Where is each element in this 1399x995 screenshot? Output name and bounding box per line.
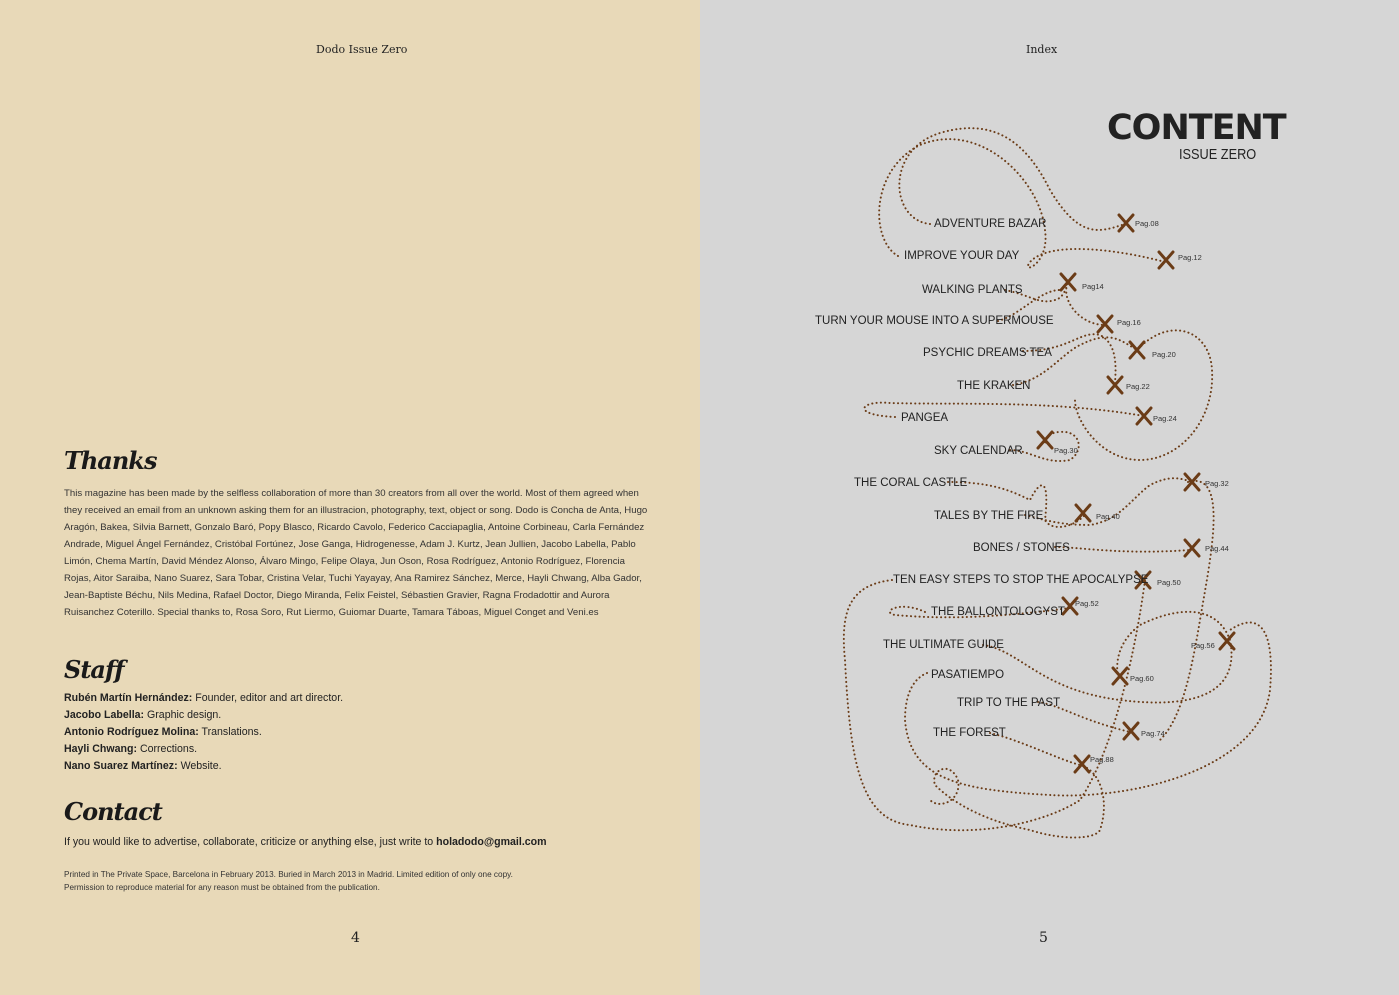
content-title: CONTENT <box>1107 108 1286 148</box>
index-entry-title[interactable]: ADVENTURE BAZAR <box>934 218 1047 230</box>
index-entry-title[interactable]: THE CORAL CASTLE <box>854 477 968 489</box>
index-entry-title[interactable]: THE BALLONTOLOGYST <box>931 606 1065 618</box>
staff-list <box>64 690 654 775</box>
page-label: Pag.74 <box>1141 729 1165 738</box>
x-mark-icon <box>1076 505 1090 521</box>
page-label: Pag.08 <box>1135 219 1159 228</box>
index-entry-title[interactable]: SKY CALENDAR <box>934 445 1023 457</box>
page-label: Pag.60 <box>1130 674 1154 683</box>
x-mark-icon <box>1185 540 1199 556</box>
page-number-right: 5 <box>1039 930 1048 946</box>
thanks-text: This magazine has been made by the selfless collaboration of more than 30 creators from all over the world. Most of them agreed when they received an email from an unknown asking them for an illustracion, photography, text, object or song. Dodo is Concha de Anta, Hugo Aragón, Bakea, Silvia Barnett, Gonzalo Baró, Popy Blasco, Ricardo Cavolo, Federico Cacciapaglia, Antoine Corbineau, Carla Fernández Andrade, Miguel Ángel Fernández, Cristóbal Fortúnez, Jose Ganga, Hidrogenesse, Adam J. Kurtz, Jean Jullien, Jacobo Labella, Pablo Limón, Chema Martín, David Méndez Alonso, Álvaro Mingo, Felipe Olaya, Jun Oson, Rosa Rodríguez, Antonio Rodríguez, Florencia Rojas, Aitor Saraiba, Nano Suarez, Sara Tobar, Cristina Velar, Tuchi Yayayay, Ana Ramirez Sánchez, Merce, Hayli Chwang, Alba Gador, Jean-Baptiste Béchu, Nils Medina, Rafael Doctor, Diego Miranda, Felix Feistel, Sébastien Gravier, Ragna Frodadottir and Aurora Ruisanchez Coterillo. Special thanks to, Rosa Soro, Rut Liermo, Guiomar Duarte, Tamara Táboas, Miguel Conget and Veni.es <box>64 488 648 618</box>
index-entries <box>815 218 1149 739</box>
x-mark-icon <box>1130 342 1144 358</box>
x-mark-icon <box>1075 756 1089 772</box>
x-mark-icon <box>1061 274 1075 290</box>
staff-member: Jacobo Labella: Graphic design. <box>64 709 222 721</box>
x-mark-icon <box>1098 316 1112 332</box>
page-label: Pag.16 <box>1117 318 1141 327</box>
index-entry-title[interactable]: TALES BY THE FIRE <box>934 510 1044 522</box>
x-mark-icon <box>1119 215 1133 231</box>
page-label: Pag14 <box>1082 282 1104 291</box>
index-entry-title[interactable]: TRIP TO THE PAST <box>957 697 1061 709</box>
content-subtitle: ISSUE ZERO <box>1179 146 1257 163</box>
index-entry-title[interactable]: THE FOREST <box>933 727 1006 739</box>
staff-member: Antonio Rodríguez Molina: Translations. <box>64 726 262 738</box>
x-mark-icon <box>1038 432 1052 448</box>
index-entry-title[interactable]: PASATIEMPO <box>931 669 1005 681</box>
index-entry-title[interactable]: TURN YOUR MOUSE INTO A SUPERMOUSE <box>815 315 1054 327</box>
page-number-left: 4 <box>351 930 360 946</box>
page-label: Pag.20 <box>1152 350 1176 359</box>
contact-heading: Contact <box>64 797 162 826</box>
staff-member: Nano Suarez Martínez: Website. <box>64 760 222 772</box>
page-label: Pag.12 <box>1178 253 1202 262</box>
fine-print: Printed in The Private Space, Barcelona in February 2013. Buried in March 2013 in Madrid. Limited edition of only one copy. Permission to reproduce material for any reason must be obtained from the publication. <box>64 870 513 892</box>
page-label: Pag.32 <box>1205 479 1229 488</box>
thanks-heading: Thanks <box>64 446 157 475</box>
running-head-left: Dodo Issue Zero <box>316 43 408 56</box>
x-mark-icon <box>1113 668 1127 684</box>
x-mark-icon <box>1137 408 1151 424</box>
index-entry-title[interactable]: WALKING PLANTS <box>922 284 1023 296</box>
page-label: Pag.88 <box>1090 755 1114 764</box>
x-marks <box>1038 215 1234 772</box>
index-entry-title[interactable]: THE ULTIMATE GUIDE <box>883 639 1004 651</box>
contact-email[interactable]: holadodo@gmail.com <box>436 836 547 848</box>
page-label: Pag.50 <box>1157 578 1181 587</box>
staff-heading: Staff <box>64 655 124 684</box>
page-label: Pag.40 <box>1096 512 1120 521</box>
running-head-right: Index <box>1026 43 1058 56</box>
index-entry-title[interactable]: PSYCHIC DREAMS TEA <box>923 347 1052 359</box>
page-label: Pag.56 <box>1191 641 1215 650</box>
index-entry-title[interactable]: BONES / STONES <box>973 542 1070 554</box>
staff-member: Rubén Martín Hernández: Founder, editor and art director. <box>64 692 344 704</box>
right-page <box>700 0 1399 995</box>
staff-member: Hayli Chwang: Corrections. <box>64 743 198 755</box>
page-label: Pag.44 <box>1205 544 1229 553</box>
page-label: Pag.30 <box>1054 446 1078 455</box>
x-mark-icon <box>1220 633 1234 649</box>
treasure-map <box>700 0 1399 995</box>
page-label: Pag.22 <box>1126 382 1150 391</box>
index-entry-title[interactable]: THE KRAKEN <box>957 380 1031 392</box>
x-mark-icon <box>1124 723 1138 739</box>
index-entry-title[interactable]: TEN EASY STEPS TO STOP THE APOCALYPSE <box>893 574 1149 586</box>
page-label: Pag.24 <box>1153 414 1177 423</box>
index-entry-title[interactable]: IMPROVE YOUR DAY <box>904 250 1020 262</box>
index-entry-title[interactable]: PANGEA <box>901 412 949 424</box>
page-label: Pag.52 <box>1075 599 1099 608</box>
contact-text: If you would like to advertise, collaborate, criticize or anything else, just write to holadodo@gmail.com <box>64 836 547 848</box>
